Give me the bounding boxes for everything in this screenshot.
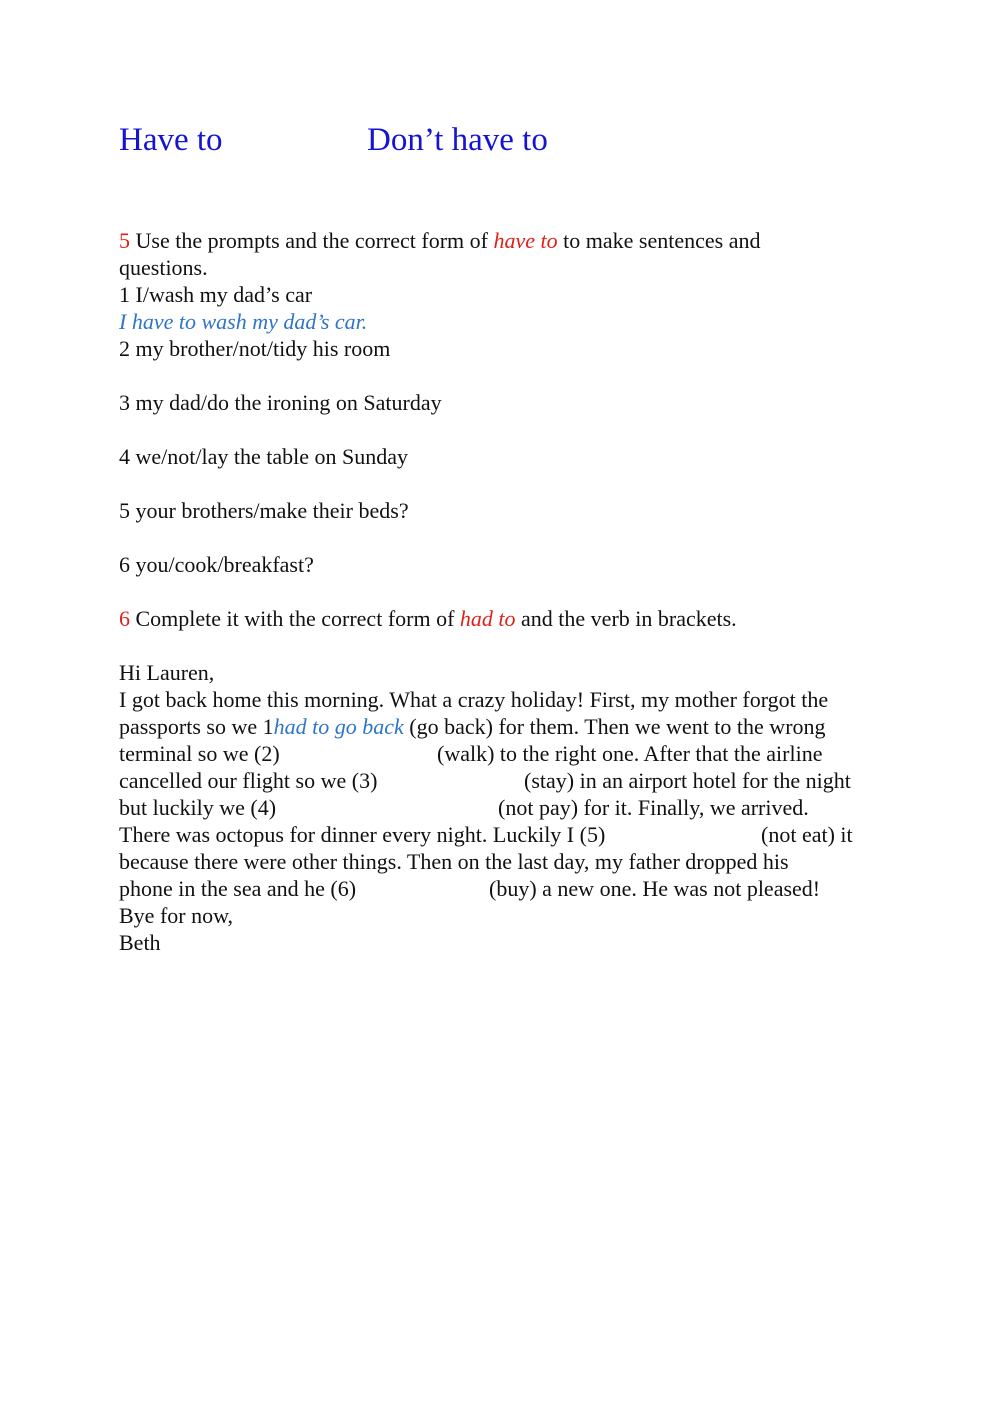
letter-line — [119, 740, 899, 767]
exercise-number: 6 — [119, 606, 130, 631]
letter-text: (buy) a new one. He was not pleased! — [489, 876, 821, 901]
title-dont-have-to: Don’t have to — [367, 122, 548, 158]
instruction-text: Complete it with the correct form of — [135, 606, 460, 631]
letter-text: passports so we 1 — [119, 714, 274, 739]
letter-line — [119, 713, 899, 740]
answer-space[interactable] — [119, 416, 899, 443]
instruction-continued: questions. — [119, 255, 208, 280]
letter-line — [119, 767, 899, 794]
answer-space[interactable] — [119, 578, 899, 605]
letter-text: (not pay) for it. Finally, we arrived. — [498, 795, 809, 820]
example-answer: had to go back — [273, 714, 404, 739]
letter-text: terminal so we (2) — [119, 741, 280, 766]
letter-line — [119, 821, 899, 848]
prompt-item: 1 I/wash my dad’s car — [119, 282, 313, 307]
letter-text: There was octopus for dinner every night. Luckily I (5) — [119, 822, 606, 847]
answer-space[interactable] — [119, 470, 899, 497]
letter-line: I got back home this morning. What a crazy holiday! First, my mother forgot the — [119, 687, 829, 712]
answer-space[interactable] — [119, 362, 899, 389]
letter-line: because there were other things. Then on the last day, my father dropped his — [119, 849, 789, 874]
prompt-item: 6 you/cook/breakfast? — [119, 552, 314, 577]
prompt-item: 4 we/not/lay the table on Sunday — [119, 444, 408, 469]
prompt-item: 5 your brothers/make their beds? — [119, 498, 409, 523]
prompt-item: 2 my brother/not/tidy his room — [119, 336, 391, 361]
letter-line — [119, 875, 899, 902]
instruction-text: to make sentences and — [557, 228, 761, 253]
letter-text: (not eat) it — [761, 822, 853, 847]
instruction-text: Use the prompts and the correct form of — [135, 228, 494, 253]
letter-text: cancelled our flight so we (3) — [119, 768, 378, 793]
instruction-text: and the verb in brackets. — [515, 606, 737, 631]
letter-text: (stay) in an airport hotel for the night — [524, 768, 851, 793]
letter-signature: Beth — [119, 930, 161, 955]
letter-text: but luckily we (4) — [119, 795, 277, 820]
example-answer: I have to wash my dad’s car. — [119, 309, 368, 334]
worksheet-body — [119, 227, 899, 956]
letter-text: (go back) for them. Then we went to the wrong — [409, 714, 826, 739]
keyword: had to — [459, 606, 516, 631]
answer-space[interactable] — [119, 524, 899, 551]
exercise-6-instruction — [119, 605, 899, 632]
letter-text: phone in the sea and he (6) — [119, 876, 357, 901]
letter-line — [119, 794, 899, 821]
prompt-item: 3 my dad/do the ironing on Saturday — [119, 390, 442, 415]
letter-closing: Bye for now, — [119, 903, 234, 928]
letter-greeting: Hi Lauren, — [119, 660, 215, 685]
title-have-to: Have to — [119, 122, 223, 158]
letter-text: (walk) to the right one. After that the airline — [437, 741, 823, 766]
exercise-5-instruction — [119, 227, 899, 254]
exercise-number: 5 — [119, 228, 130, 253]
keyword: have to — [493, 228, 558, 253]
